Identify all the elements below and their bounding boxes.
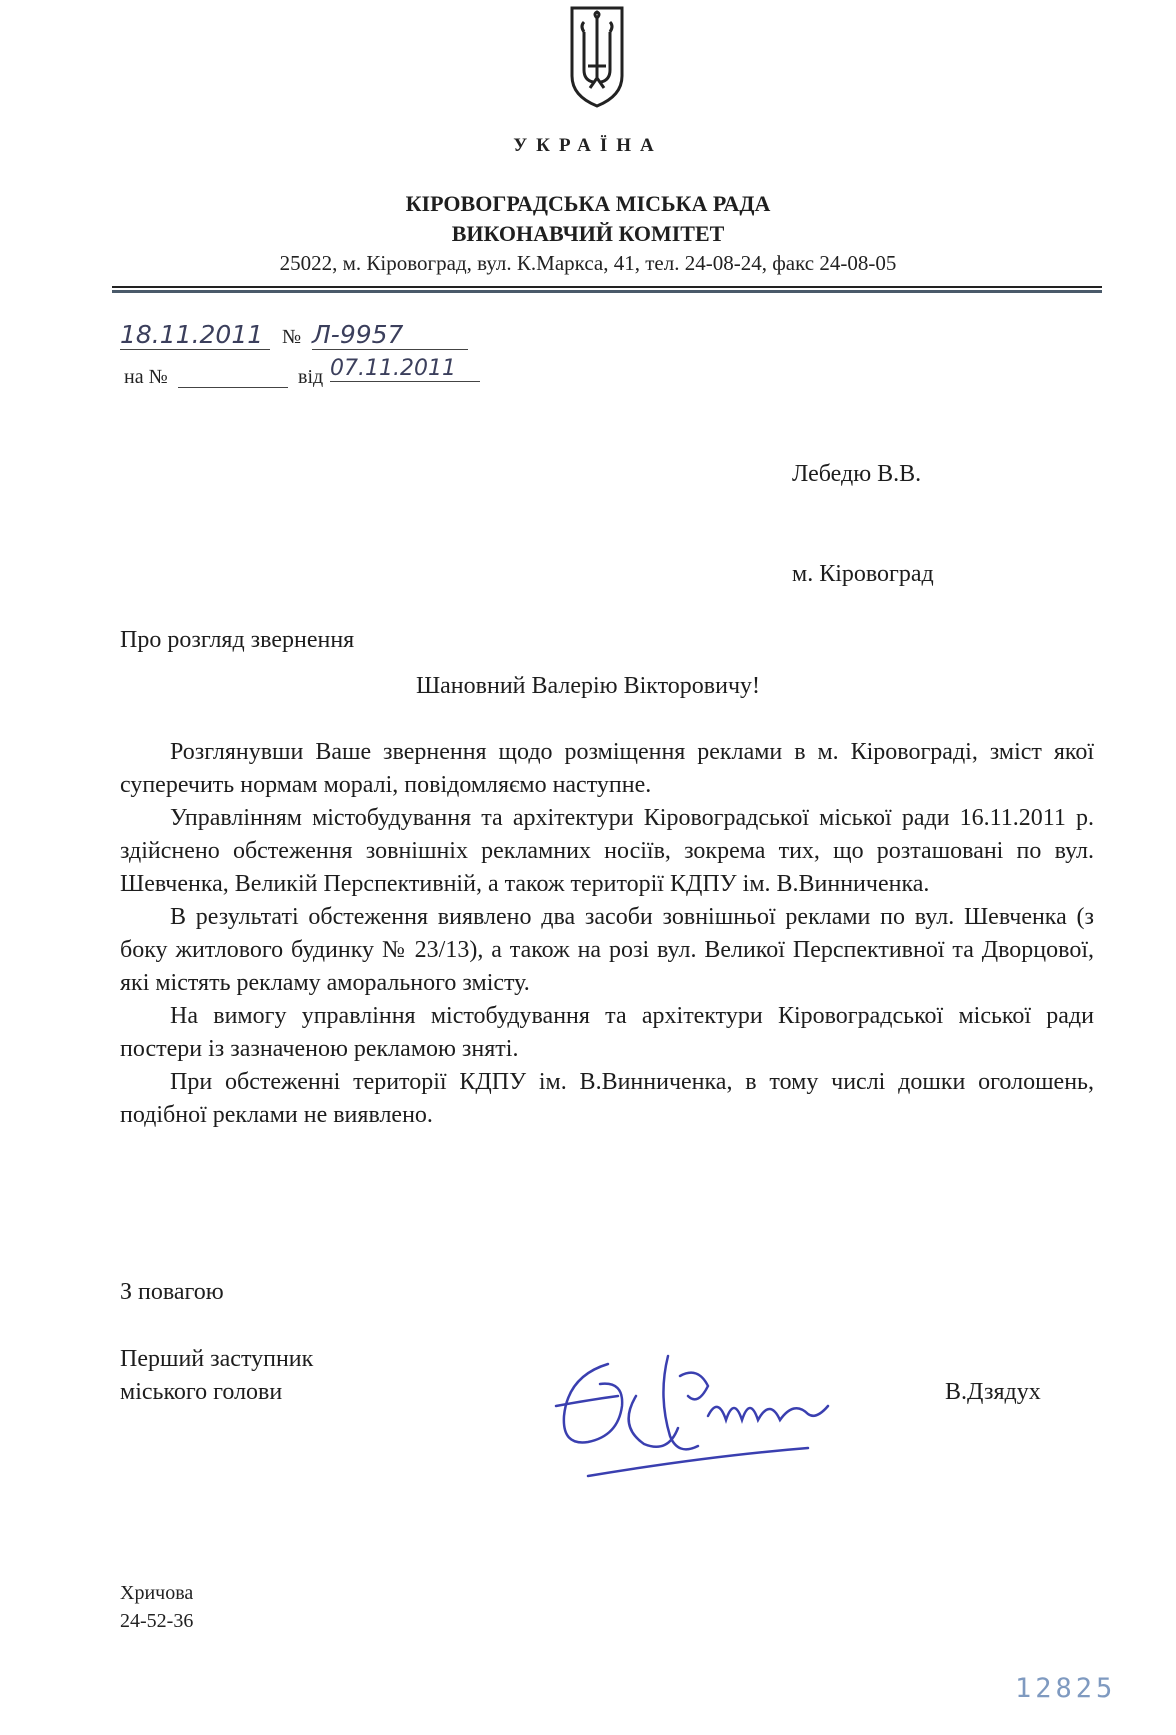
coat-of-arms-icon <box>566 4 628 110</box>
number-label: № <box>282 326 302 348</box>
reference-number-label: на № <box>124 366 168 388</box>
recipient-name: Лебедю В.В. <box>792 461 922 487</box>
letterhead-divider-thick <box>112 290 1102 293</box>
letter-body <box>120 736 1094 1132</box>
letterhead-address: 25022, м. Кіровоград, вул. К.Маркса, 41, тел. 24-08-24, факс 24-08-05 <box>279 251 897 275</box>
letterhead-organization: КІРОВОГРАДСЬКА МІСЬКА РАДА <box>405 191 771 216</box>
recipient-city: м. Кіровоград <box>792 561 934 587</box>
signatory-name: В.Дзядух <box>945 1379 1041 1405</box>
outgoing-number: Л-9957 <box>312 320 468 350</box>
body-paragraph: Розглянувши Ваше звернення щодо розміщення реклами в м. Кіровограді, зміст якої суперечить нормам моралі, повідомляємо наступне. <box>120 739 1094 798</box>
body-paragraph: Управлінням містобудування та архітектури Кіровоградської міської ради 16.11.2011 р. здійснено обстеження зовнішніх рекламних носіїв, зокрема тих, що розташовані по вул. Шевченка, Великій Перспективній, а також території КДПУ ім. В.Винниченка. <box>120 805 1094 897</box>
incoming-stamp-number: 12825 <box>1015 1673 1117 1704</box>
letterhead-committee: ВИКОНАВЧИЙ КОМІТЕТ <box>451 221 725 246</box>
closing: З повагою <box>120 1279 224 1305</box>
subject-line: Про розгляд звернення <box>120 627 355 653</box>
reference-from-label: від <box>298 366 324 388</box>
signatory-position-line1: Перший заступник <box>120 1346 314 1372</box>
body-paragraph: В результаті обстеження виявлено два засоби зовнішньої реклами по вул. Шевченка (з боку житлового будинку № 23/13), а також на розі вул. Великої Перспективної та Дворцової, які містять рекламу аморального змісту. <box>120 904 1094 996</box>
reference-number-field <box>178 386 288 388</box>
letterhead-divider <box>112 286 1102 288</box>
executor-phone: 24-52-36 <box>120 1610 194 1632</box>
body-paragraph: При обстеженні території КДПУ ім. В.Винниченка, в тому числі дошки оголошень, подібної реклами не виявлено. <box>120 1069 1094 1128</box>
outgoing-date: 18.11.2011 <box>120 320 270 350</box>
reference-from-date: 07.11.2011 <box>330 356 480 382</box>
greeting: Шановний Валерію Вікторовичу! <box>415 673 761 699</box>
letterhead-country: УКРАЇНА <box>513 135 663 156</box>
signatory-position-line2: міського голови <box>120 1379 283 1405</box>
executor-name: Хричова <box>120 1582 194 1604</box>
body-paragraph: На вимогу управління містобудування та архітектури Кіровоградської міської ради постери із зазначеною рекламою зняті. <box>120 1003 1094 1062</box>
handwritten-signature <box>548 1336 868 1486</box>
